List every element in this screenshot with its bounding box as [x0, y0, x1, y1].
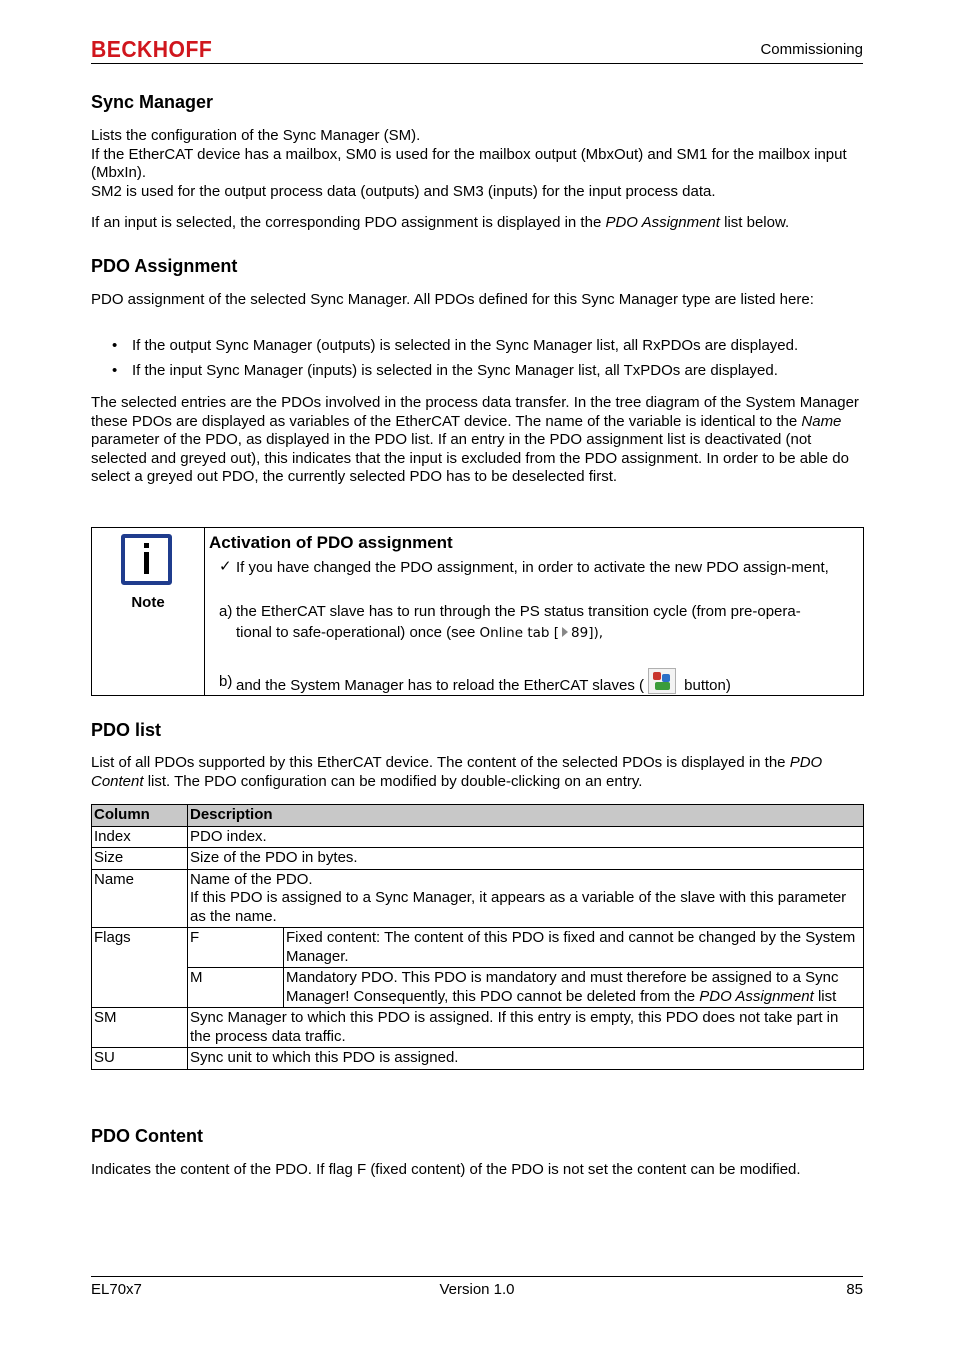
- table-row: M Mandatory PDO. This PDO is mandatory and must therefore be assigned to a Sync Manager! Consequently, this PDO cannot be deleted from the PDO Assignment list: [92, 968, 864, 1008]
- note-step-b: and the System Manager has to reload the EtherCAT slaves ( button): [236, 668, 836, 696]
- table-row: Index PDO index.: [92, 826, 864, 848]
- note-step-b-marker: b): [219, 673, 233, 690]
- footer-product: EL70x7: [91, 1281, 142, 1298]
- pdo-list-table: [91, 804, 864, 1070]
- arrow-right-icon: [562, 627, 568, 637]
- footer-divider: [91, 1276, 863, 1277]
- column-header: Column: [92, 805, 188, 827]
- pdo-content-text: Indicates the content of the PDO. If flag F (fixed content) of the PDO is not set the content can be modified.: [91, 1161, 801, 1178]
- note-step-a-marker: a): [219, 603, 233, 620]
- online-tab-link[interactable]: Online tab: [479, 624, 550, 641]
- page-reference[interactable]: 89: [571, 624, 589, 641]
- note-check-text: If you have changed the PDO assignment, in order to activate the new PDO assign-ment,: [236, 559, 829, 576]
- pdo-assignment-body: The selected entries are the PDOs involved in the process data transfer. In the tree diagram of the System Manager these PDOs are displayed as variables of the EtherCAT device. The name of the variable is identical to the Name parameter of the PDO, as displayed in the PDO list. If an entry in the PDO assignment list is deactivated (not selected and greyed out), this indicates that the input is excluded from the PDO assignment. In order to be able do select a greyed out PDO, the currently selected PDO has to be deselected first.: [91, 394, 859, 485]
- table-row: Size Size of the PDO in bytes.: [92, 848, 864, 870]
- heading-pdo-content: PDO Content: [91, 1126, 203, 1146]
- checkmark-icon: ✓: [219, 558, 232, 575]
- note-label: Note: [131, 594, 165, 611]
- heading-pdo-assignment: PDO Assignment: [91, 256, 238, 276]
- header-section: Commissioning: [760, 41, 863, 58]
- page-number: 85: [846, 1281, 863, 1298]
- info-icon: [121, 534, 172, 585]
- table-header-row: [92, 805, 864, 827]
- header-divider: [91, 63, 863, 64]
- list-item: • If the input Sync Manager (inputs) is selected in the Sync Manager list, all TxPDOs are displayed.: [112, 362, 863, 381]
- heading-pdo-list: PDO list: [91, 720, 162, 740]
- beckhoff-logo: BECKHOFF: [91, 36, 213, 62]
- reload-slaves-icon: [648, 668, 676, 694]
- footer-version: Version 1.0: [439, 1281, 515, 1298]
- note-box: [91, 527, 864, 696]
- table-row: SM Sync Manager to which this PDO is assigned. If this entry is empty, this PDO does not take part in the process data traffic.: [92, 1008, 864, 1048]
- note-sidebar: [92, 528, 205, 695]
- sync-manager-selection-note: If an input is selected, the corresponding PDO assignment is displayed in the PDO Assignment list below.: [91, 214, 790, 231]
- table-row: Name Name of the PDO. If this PDO is assigned to a Sync Manager, it appears as a variable of the slave with this parameter as the name.: [92, 869, 864, 928]
- table-row: SU Sync unit to which this PDO is assigned.: [92, 1048, 864, 1070]
- note-step-a: the EtherCAT slave has to run through the PS status transition cycle (from pre-opera- tional to safe-operational) once (see Online tab [ 89]),: [236, 603, 801, 641]
- note-title: Activation of PDO assignment: [209, 533, 453, 552]
- pdo-assignment-intro: PDO assignment of the selected Sync Manager. All PDOs defined for this Sync Manager type are listed here:: [91, 291, 814, 308]
- table-row: Flags F Fixed content: The content of this PDO is fixed and cannot be changed by the System Manager.: [92, 928, 864, 968]
- pdo-assignment-bullets: [112, 337, 863, 386]
- pdo-list-intro: List of all PDOs supported by this EtherCAT device. The content of the selected PDOs is displayed in the PDO Content list. The PDO configuration can be modified by double-clicking on an entry.: [91, 754, 823, 790]
- sync-manager-description: Lists the configuration of the Sync Manager (SM). If the EtherCAT device has a mailbox, SM0 is used for the mailbox output (MbxOut) and SM1 for the mailbox input (MbxIn). SM2 is used for the output process data (outputs) and SM3 (inputs) for the input process data.: [91, 127, 847, 200]
- list-item: • If the output Sync Manager (outputs) is selected in the Sync Manager list, all RxPDOs are displayed.: [112, 337, 863, 356]
- column-header: Description: [188, 805, 864, 827]
- heading-sync-manager: Sync Manager: [91, 92, 214, 112]
